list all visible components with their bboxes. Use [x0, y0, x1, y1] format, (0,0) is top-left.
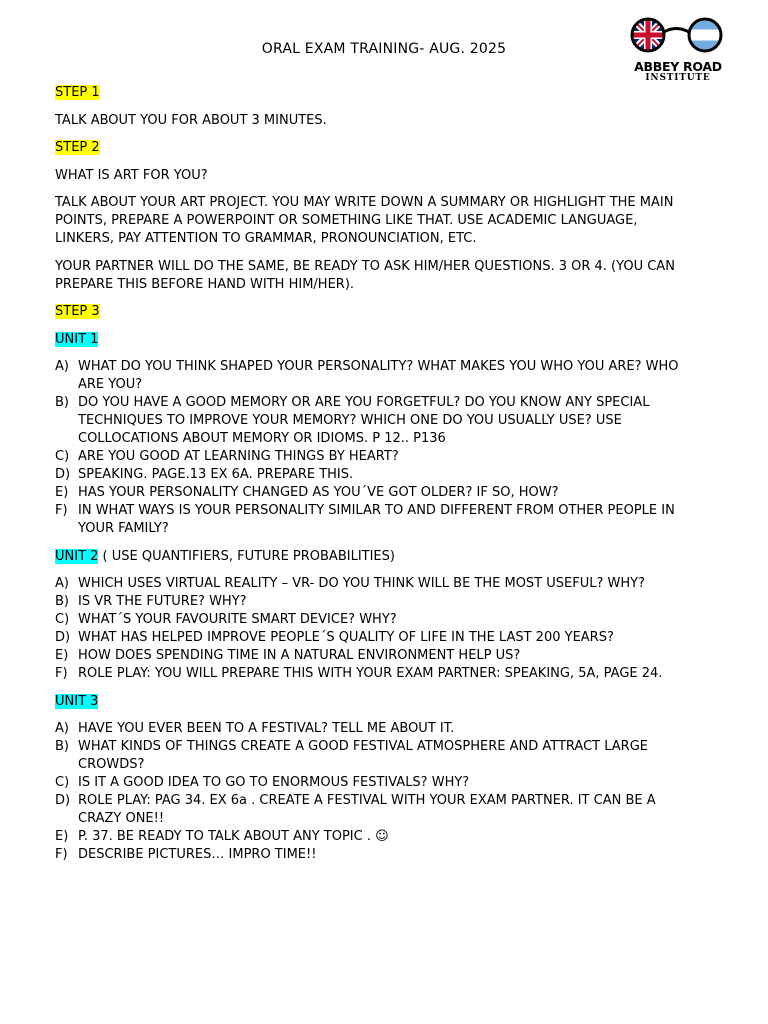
list-item [55, 828, 700, 846]
list-letter: C) [55, 612, 70, 627]
document-title: ORAL EXAM TRAINING- AUG. 2025 [261, 41, 507, 57]
list-item [55, 629, 700, 647]
list-item [55, 774, 700, 792]
list-item [55, 720, 700, 738]
list-item [55, 647, 700, 665]
list-item-text: WHAT DO YOU THINK SHAPED YOUR PERSONALITY? WHAT MAKES YOU WHO YOU ARE? WHO ARE YOU? [78, 359, 679, 392]
list-letter: F) [55, 503, 68, 518]
list-item [55, 792, 700, 828]
step3-label: STEP 3 [55, 304, 100, 319]
list-letter: D) [55, 467, 71, 482]
list-item-text: IN WHAT WAYS IS YOUR PERSONALITY SIMILAR TO AND DIFFERENT FROM OTHER PEOPLE IN YOUR FAMILY? [78, 503, 675, 536]
list-letter: F) [55, 666, 68, 681]
step3-heading [55, 303, 700, 321]
list-letter: B) [55, 395, 69, 410]
step2-partner-paragraph: YOUR PARTNER WILL DO THE SAME, BE READY TO ASK HIM/HER QUESTIONS. 3 OR 4. (YOU CAN PREPARE THIS BEFORE HAND WITH HIM/HER). [55, 258, 675, 292]
unit2-note: ( USE QUANTIFIERS, FUTURE PROBABILITIES) [98, 548, 395, 564]
list-item-text: IS VR THE FUTURE? WHY? [78, 594, 247, 609]
list-letter: C) [55, 449, 70, 464]
step2-paragraph: TALK ABOUT YOUR ART PROJECT. YOU MAY WRITE DOWN A SUMMARY OR HIGHLIGHT THE MAIN POINTS, PREPARE A POWERPOINT OR SOMETHING LIKE THAT. USE ACADEMIC LANGUAGE, LINKERS, PAY ATTENTION TO GRAMMAR, PRONOUNCIATION, ETC. [55, 195, 674, 246]
step1-label: STEP 1 [55, 85, 100, 100]
list-letter: A) [55, 359, 69, 374]
list-item [55, 502, 700, 538]
list-item-text: DESCRIBE PICTURES… IMPRO TIME!! [78, 847, 317, 862]
list-letter: E) [55, 829, 69, 844]
list-letter: D) [55, 630, 71, 645]
step2-label: STEP 2 [55, 140, 100, 155]
list-letter: E) [55, 648, 69, 663]
list-item-text: P. 37. BE READY TO TALK ABOUT ANY TOPIC . ☺ [78, 829, 389, 844]
list-item [55, 611, 700, 629]
list-item [55, 448, 700, 466]
list-item-text: WHAT´S YOUR FAVOURITE SMART DEVICE? WHY? [78, 612, 397, 627]
glasses-flags-icon [628, 16, 728, 60]
list-letter: D) [55, 793, 71, 808]
list-item-text: WHAT HAS HELPED IMPROVE PEOPLE´S QUALITY OF LIFE IN THE LAST 200 YEARS? [78, 630, 614, 645]
step1-text: TALK ABOUT YOU FOR ABOUT 3 MINUTES. [55, 112, 327, 128]
list-item-text: HAVE YOU EVER BEEN TO A FESTIVAL? TELL ME ABOUT IT. [78, 721, 455, 736]
list-item-text: HAS YOUR PERSONALITY CHANGED AS YOU´VE GOT OLDER? IF SO, HOW? [78, 485, 559, 500]
list-item-text: ROLE PLAY: YOU WILL PREPARE THIS WITH YOUR EXAM PARTNER: SPEAKING, 5A, PAGE 24. [78, 666, 663, 681]
list-item-text: WHICH USES VIRTUAL REALITY – VR- DO YOU THINK WILL BE THE MOST USEFUL? WHY? [78, 576, 645, 591]
step1-heading [55, 84, 700, 102]
list-item-text: IS IT A GOOD IDEA TO GO TO ENORMOUS FESTIVALS? WHY? [78, 775, 470, 790]
document-body [55, 84, 700, 874]
list-item [55, 575, 700, 593]
list-item [55, 665, 700, 683]
list-item [55, 358, 700, 394]
unit1-label: UNIT 1 [55, 331, 99, 347]
logo-subtitle: INSTITUTE [645, 73, 711, 83]
list-item [55, 466, 700, 484]
list-item [55, 484, 700, 502]
list-item-text: ARE YOU GOOD AT LEARNING THINGS BY HEART? [78, 449, 399, 464]
list-letter: A) [55, 576, 69, 591]
list-item-text: ROLE PLAY: PAG 34. EX 6a . CREATE A FESTIVAL WITH YOUR EXAM PARTNER. IT CAN BE A CRAZY ONE!! [78, 793, 656, 826]
list-item [55, 846, 700, 864]
list-letter: A) [55, 721, 69, 736]
unit3-heading [55, 693, 700, 711]
abbey-road-logo [628, 16, 728, 88]
list-letter: B) [55, 739, 69, 754]
step2-question: WHAT IS ART FOR YOU? [55, 167, 208, 183]
unit1-heading [55, 331, 700, 349]
unit2-list [55, 575, 700, 683]
unit3-list [55, 720, 700, 864]
list-item-text: HOW DOES SPENDING TIME IN A NATURAL ENVIRONMENT HELP US? [78, 648, 521, 663]
list-letter: E) [55, 485, 69, 500]
list-item-text: WHAT KINDS OF THINGS CREATE A GOOD FESTIVAL ATMOSPHERE AND ATTRACT LARGE CROWDS? [78, 739, 648, 772]
unit1-list [55, 358, 700, 538]
list-item-text: SPEAKING. PAGE.13 EX 6A. PREPARE THIS. [78, 467, 354, 482]
unit3-label: UNIT 3 [55, 693, 99, 709]
unit2-label: UNIT 2 [55, 548, 99, 564]
logo-name: ABBEY ROAD [634, 59, 722, 74]
list-letter: C) [55, 775, 70, 790]
list-letter: F) [55, 847, 68, 862]
list-letter: B) [55, 594, 69, 609]
step2-heading [55, 139, 700, 157]
list-item [55, 738, 700, 774]
list-item [55, 394, 700, 448]
list-item-text: DO YOU HAVE A GOOD MEMORY OR ARE YOU FORGETFUL? DO YOU KNOW ANY SPECIAL TECHNIQUES TO IMPROVE YOUR MEMORY? WHICH ONE DO YOU USUALLY USE? USE COLLOCATIONS ABOUT MEMORY OR IDIOMS. P 12.. P136 [78, 395, 650, 446]
unit2-heading [55, 548, 700, 566]
list-item [55, 593, 700, 611]
